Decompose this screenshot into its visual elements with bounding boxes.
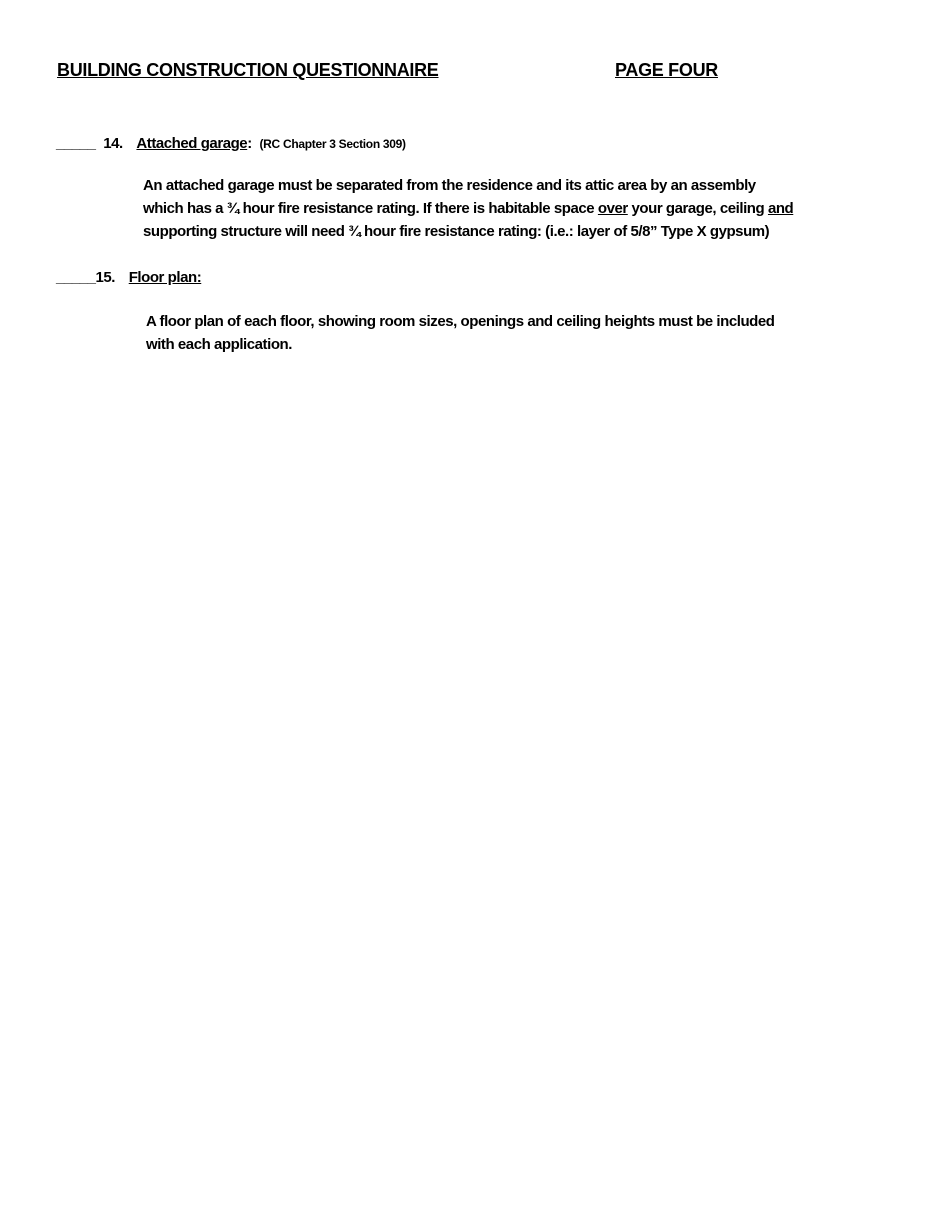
item-15-heading: Floor plan: xyxy=(128,269,202,286)
item-14-heading: Attached garage xyxy=(136,135,248,152)
item-14-line-2-text: which has a ¾ hour fire resistance rating. If there is habitable space xyxy=(143,200,598,217)
item-14-line-1: An attached garage must be separated from the residence and its attic area by an assembly xyxy=(143,177,756,194)
item-15-number: 15. xyxy=(95,269,115,286)
emphasis-over: over xyxy=(597,200,628,217)
item-15-header xyxy=(56,266,201,289)
item-14-blank: _____ xyxy=(56,135,96,152)
item-14-line-3: supporting structure will need ¾ hour fire resistance rating: (i.e.: layer of 5/8” Type X gypsum) xyxy=(143,223,770,240)
item-14-heading-suffix: : xyxy=(247,135,252,152)
item-15-line-1: A floor plan of each floor, showing room sizes, openings and ceiling heights must be included xyxy=(146,313,775,330)
item-15-line-2: with each application. xyxy=(146,336,292,353)
item-14-number: 14. xyxy=(103,135,123,152)
item-14-header xyxy=(56,132,406,156)
item-14-description xyxy=(143,174,793,243)
item-14-line-2 xyxy=(143,197,793,220)
item-14-line-2-text-mid: your garage, ceiling xyxy=(627,200,768,217)
item-15-blank: _____ xyxy=(56,269,96,286)
item-15-description xyxy=(146,310,775,356)
item-14-reference: (RC Chapter 3 Section 309) xyxy=(259,137,406,151)
document-title: BUILDING CONSTRUCTION QUESTIONNAIRE xyxy=(57,60,439,80)
emphasis-and: and xyxy=(767,200,794,217)
page-label: PAGE FOUR xyxy=(615,60,718,80)
